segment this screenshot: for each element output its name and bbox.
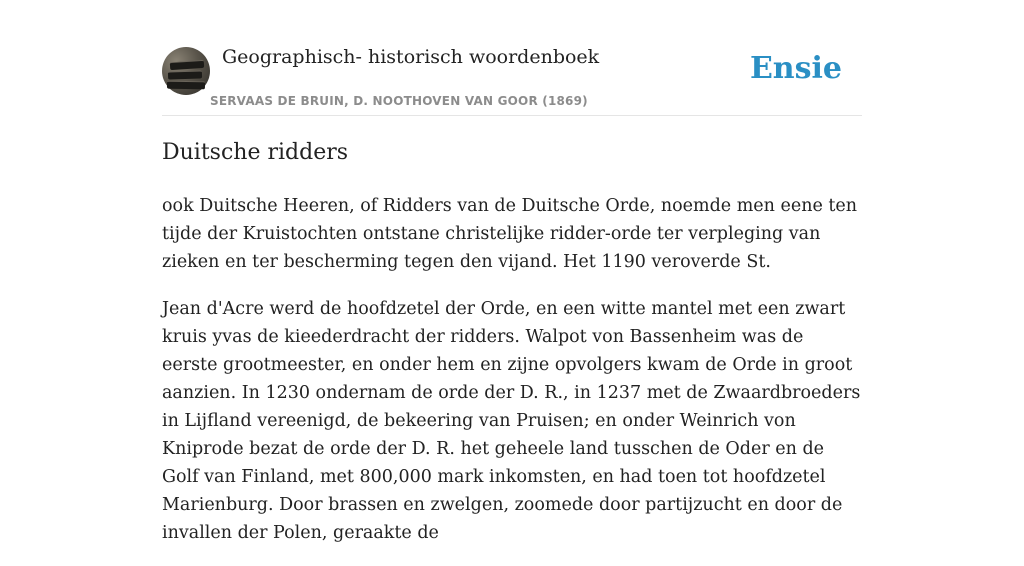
book-stack-icon (170, 60, 204, 70)
entry-paragraph: ook Duitsche Heeren, of Ridders van de Duitsche Orde, noemde men eene ten tijde der Kruistochten ontstane christelijke ridder-orde ter verpleging van zieken en ter bescherming tegen den vijand. Het 1190 veroverde St. (162, 196, 858, 272)
book-spine (167, 81, 205, 90)
entry-paragraph: Jean d'Acre werd de hoofdzetel der Orde, en een witte mantel met een zwart kruis yvas de kieederdracht der ridders. Walpot von Bassenheim was de eerste grootmeester, en onder hem en zijne opvolgers kwam de Orde in groot aanzien. In 1230 ondernam de orde der D. R., in 1237 met de Zwaardbroeders in Lijfland vereenigd, de bekeering van Pruisen; en onder Weinrich von Kniprode bezat de orde der D. R. het geheele land tusschen de Oder en de Golf van Finland, met 800,000 mark inkomsten, en had toen tot hoofdzetel Marienburg. Door brassen en zwelgen, zoomede door partijzucht en door de invallen der Polen, geraakte de (162, 299, 861, 543)
book-avatar[interactable] (162, 47, 210, 95)
entry-title: Duitsche ridders (162, 140, 349, 165)
book-header (162, 40, 862, 116)
book-title-link[interactable]: Geographisch- historisch woordenboek (222, 46, 600, 68)
entry-body (162, 192, 862, 566)
book-authors: SERVAAS DE BRUIN, D. NOOTHOVEN VAN GOOR (1869) (210, 94, 588, 108)
book-spine (168, 70, 202, 79)
ensie-logo-link[interactable]: Ensie (749, 51, 842, 86)
